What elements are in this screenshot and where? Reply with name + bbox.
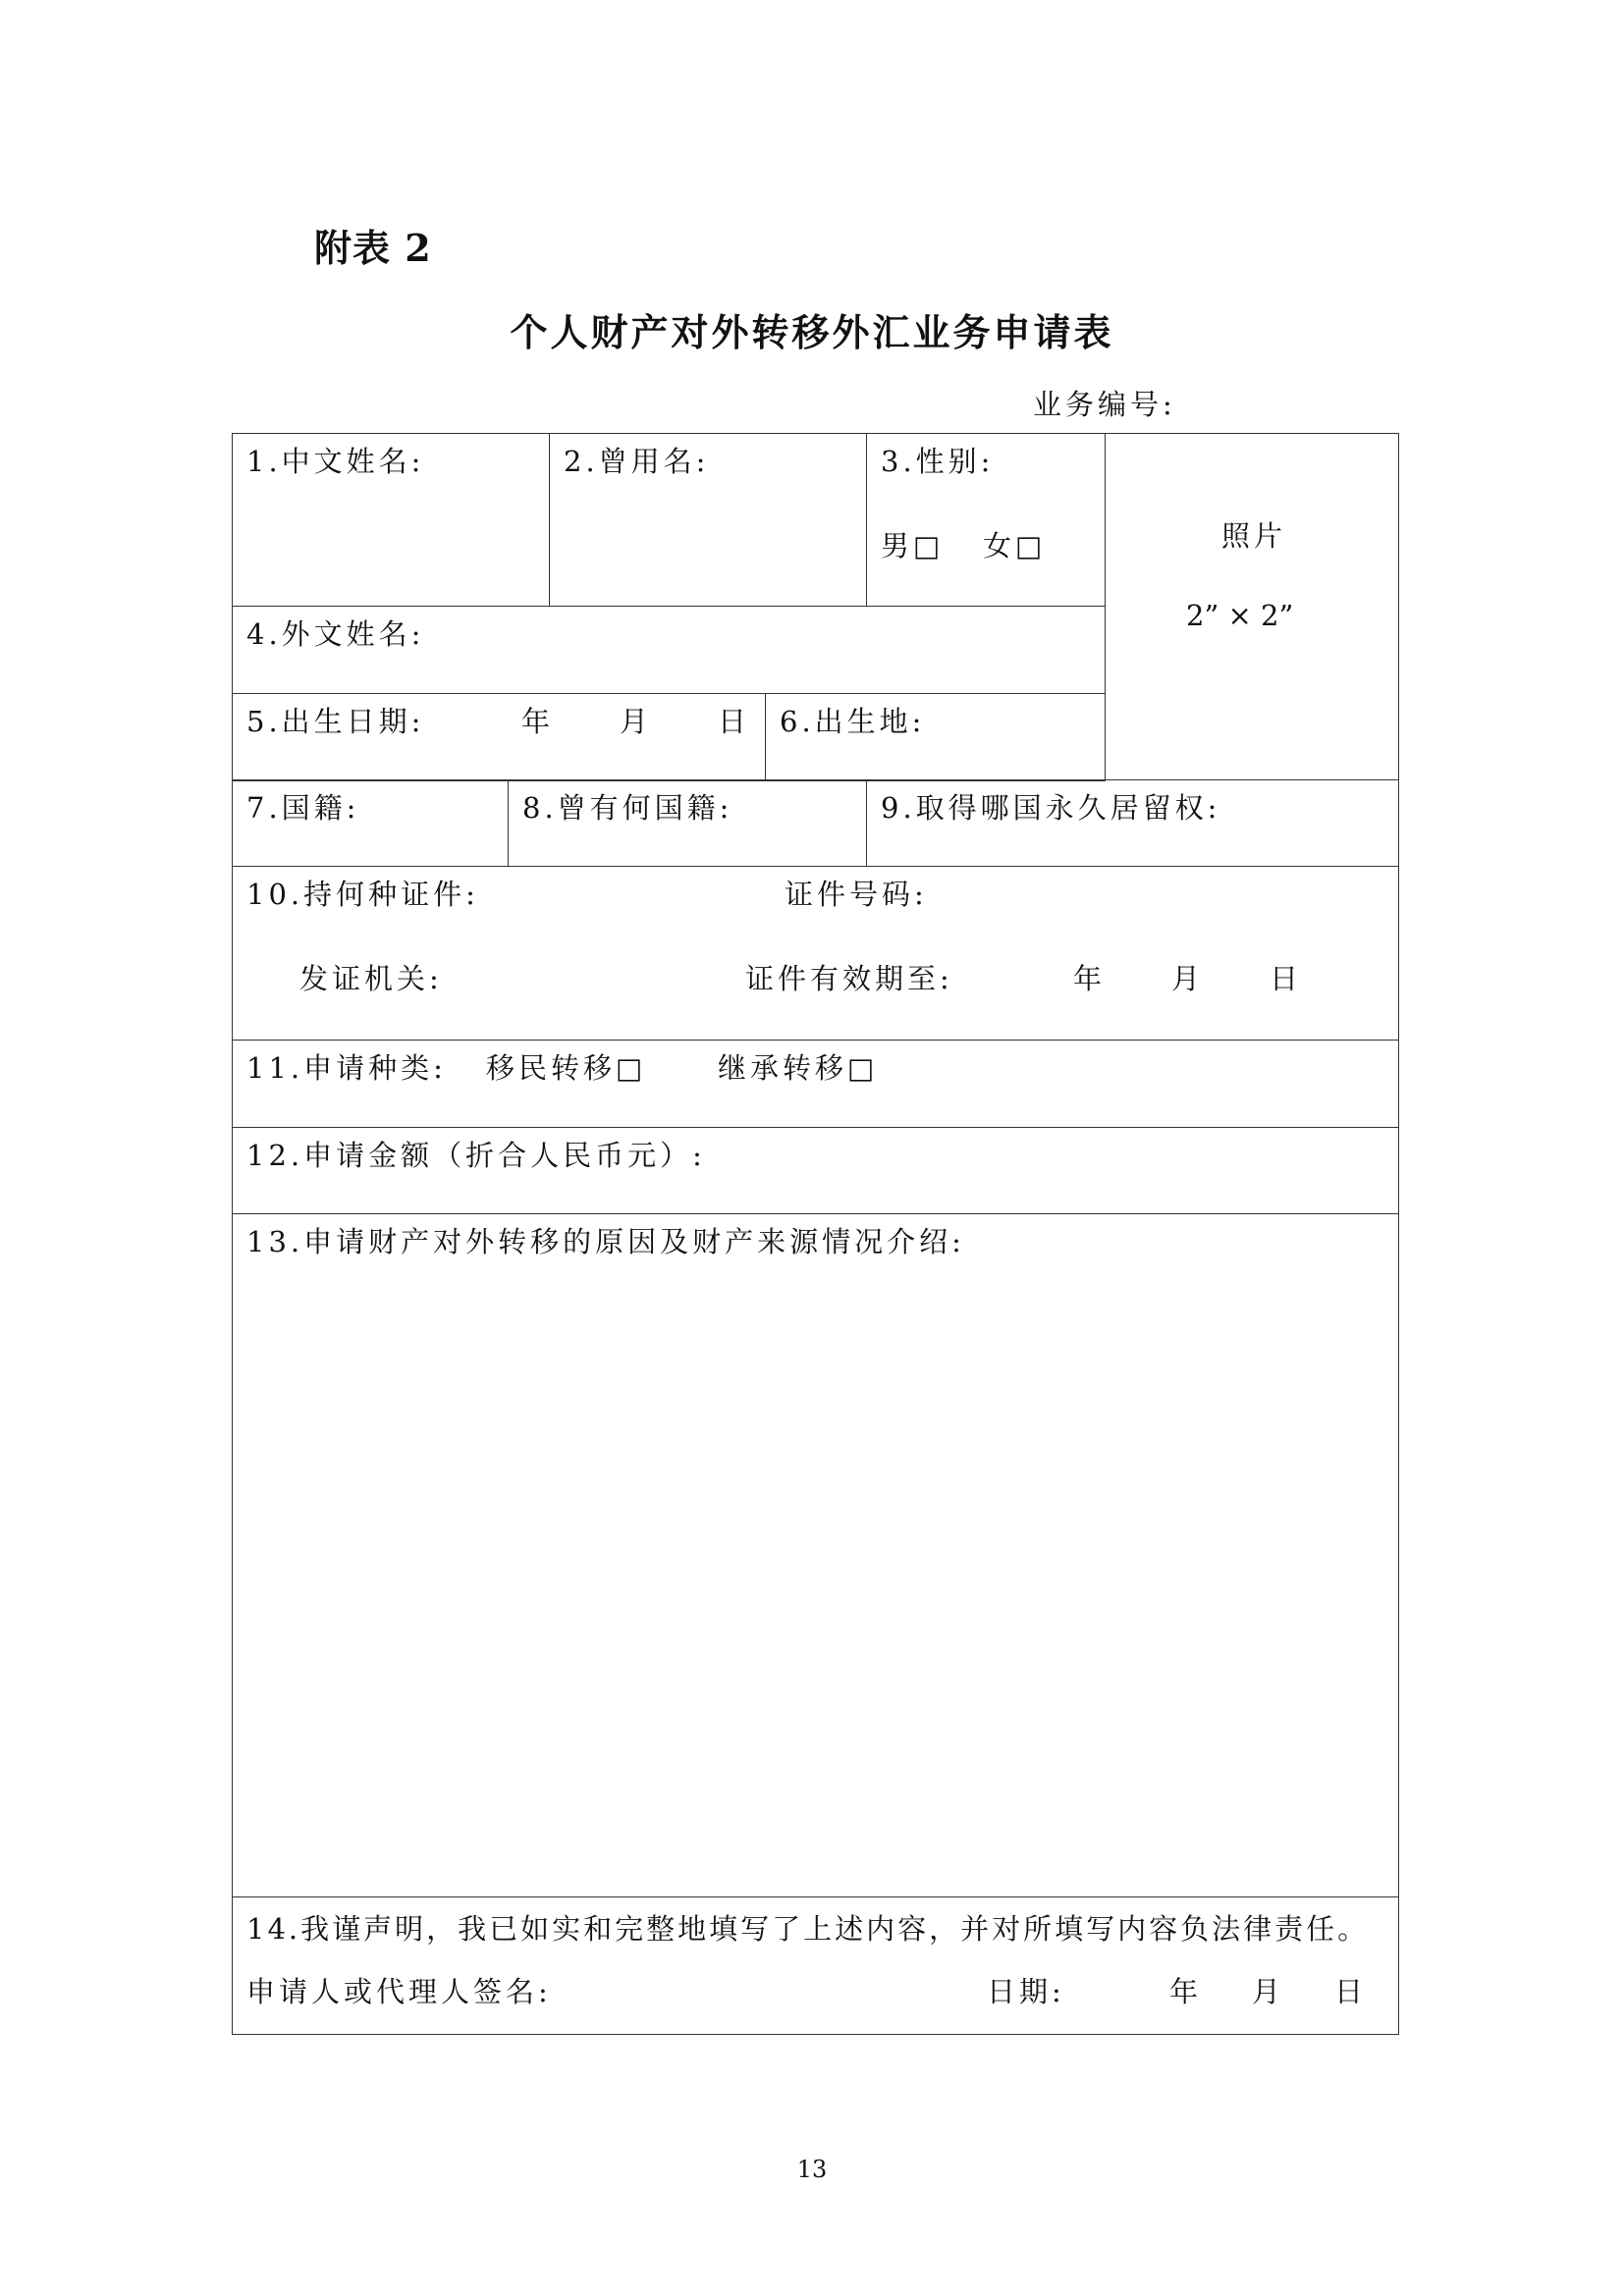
birth-day-label: 日 — [718, 705, 751, 738]
birth-year-label: 年 — [521, 705, 555, 738]
former-name-field[interactable] — [549, 433, 867, 607]
valid-month-label: 月 — [1171, 962, 1205, 995]
former-nationality-label: 8.曾有何国籍: — [522, 791, 733, 825]
inheritance-transfer-checkbox[interactable]: 继承转移□ — [718, 1051, 879, 1085]
photo-label: 照片 — [1221, 519, 1287, 553]
birth-month-label: 月 — [620, 705, 653, 738]
immigration-transfer-checkbox[interactable]: 移民转移□ — [486, 1051, 647, 1085]
permanent-residence-label: 9.取得哪国永久居留权: — [881, 791, 1221, 825]
former-name-label: 2.曾用名: — [564, 445, 710, 478]
birth-date-label: 5.出生日期: — [246, 705, 425, 738]
signature-label[interactable]: 申请人或代理人签名: — [246, 1975, 552, 2008]
valid-until-label: 证件有效期至: — [745, 962, 953, 995]
nationality-label: 7.国籍: — [246, 791, 360, 825]
photo-size-label: 2” × 2” — [1186, 599, 1294, 632]
foreign-name-label: 4.外文姓名: — [246, 617, 425, 651]
nationality-field[interactable] — [232, 779, 509, 867]
birth-date-field[interactable] — [232, 693, 766, 781]
page-number: 13 — [796, 2156, 828, 2183]
signature-month-label: 月 — [1252, 1975, 1285, 2008]
valid-day-label: 日 — [1270, 962, 1303, 995]
signature-year-label: 年 — [1169, 1975, 1203, 2008]
gender-label: 3.性别: — [881, 445, 995, 478]
valid-year-label: 年 — [1073, 962, 1107, 995]
birthplace-label: 6.出生地: — [780, 705, 926, 738]
gender-female-checkbox[interactable]: 女□ — [983, 529, 1047, 562]
application-amount-field[interactable] — [232, 1127, 1399, 1214]
appendix-label: 附表 2 — [314, 226, 432, 270]
id-number-label: 证件号码: — [785, 878, 928, 911]
permanent-residence-field[interactable] — [866, 779, 1399, 867]
transfer-reason-field[interactable] — [232, 1213, 1399, 1897]
signature-date-label: 日期: — [987, 1975, 1065, 2008]
application-type-label: 11.申请种类: — [246, 1051, 447, 1085]
chinese-name-label: 1.中文姓名: — [246, 445, 425, 478]
photo-box[interactable] — [1105, 433, 1399, 780]
declaration-text: 14.我谨声明，我已如实和完整地填写了上述内容，并对所填写内容负法律责任。 — [246, 1912, 1370, 1946]
signature-day-label: 日 — [1334, 1975, 1368, 2008]
gender-field — [866, 433, 1106, 607]
application-form — [232, 433, 1399, 2035]
chinese-name-field[interactable] — [232, 433, 550, 607]
gender-male-checkbox[interactable]: 男□ — [881, 529, 945, 562]
application-amount-label: 12.申请金额（折合人民币元）: — [246, 1139, 706, 1172]
declaration-field — [232, 1896, 1399, 2035]
id-type-label: 10.持何种证件: — [246, 878, 479, 911]
foreign-name-field[interactable] — [232, 606, 1106, 694]
issuing-authority-label: 发证机关: — [299, 962, 443, 995]
id-document-field[interactable] — [232, 866, 1399, 1041]
former-nationality-field[interactable] — [508, 779, 867, 867]
form-title: 个人财产对外转移外汇业务申请表 — [510, 310, 1114, 354]
business-number-label: 业务编号: — [1033, 388, 1176, 421]
birthplace-field[interactable] — [765, 693, 1106, 781]
application-type-field — [232, 1040, 1399, 1128]
transfer-reason-label: 13.申请财产对外转移的原因及财产来源情况介绍: — [246, 1225, 965, 1258]
